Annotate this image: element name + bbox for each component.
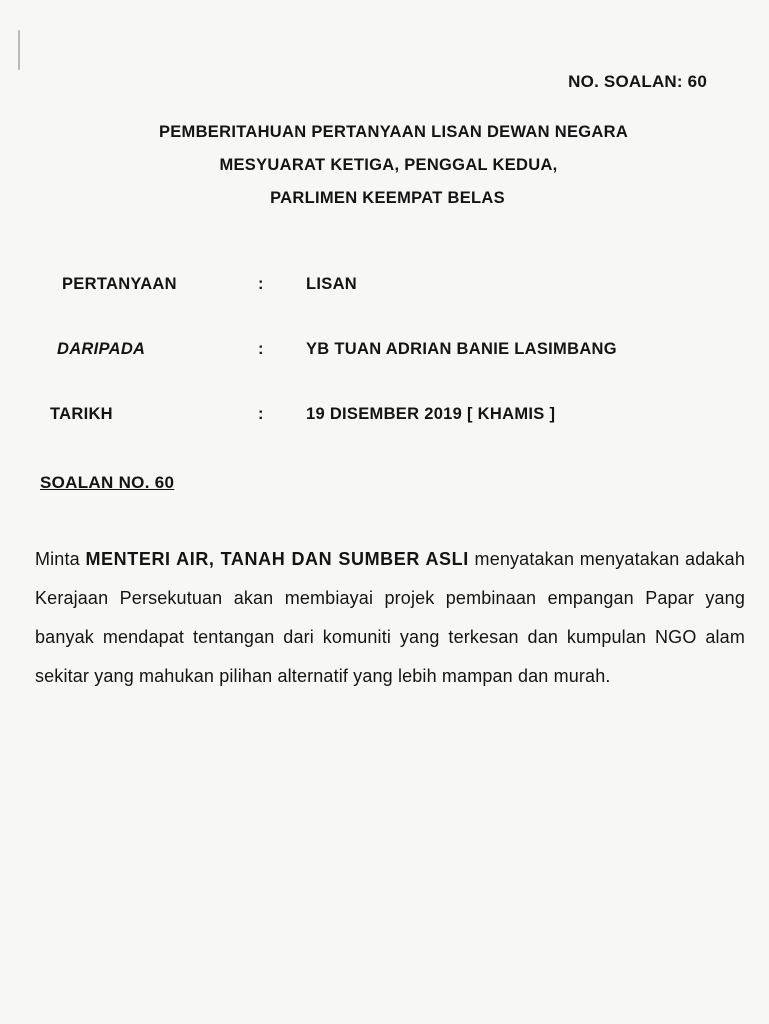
margin-mark [18,30,20,70]
pertanyaan-row [0,275,769,299]
pertanyaan-label: PERTANYAAN [62,275,177,293]
question-text: menyatakan menyatakan adakah Kerajaan Persekutuan akan membiayai projek pembinaan empangan Papar yang banyak mendapat tentangan dari komuniti yang terkesan dan kumpulan NGO alam sekitar yang mahukan pilihan alternatif yang lebih mampan dan murah. [35,549,745,686]
daripada-value: YB TUAN ADRIAN BANIE LASIMBANG [306,340,617,358]
daripada-row [0,340,769,364]
tarikh-row [0,405,769,429]
tarikh-label: TARIKH [50,405,113,423]
pertanyaan-value: LISAN [306,275,357,293]
question-lead: Minta [35,549,80,569]
document-header [0,116,769,215]
question-body [35,540,745,696]
colon: : [258,340,264,358]
minister-name: MENTERI AIR, TANAH DAN SUMBER ASLI [85,549,469,569]
header-line-3: PARLIMEN KEEMPAT BELAS [270,189,505,207]
daripada-label: DARIPADA [57,340,146,358]
section-title: SOALAN NO. 60 [40,473,175,492]
header-line-2: MESYUARAT KETIGA, PENGGAL KEDUA, [219,156,558,174]
colon: : [258,275,264,293]
colon: : [258,405,264,423]
question-number: NO. SOALAN: 60 [568,72,707,91]
header-line-1: PEMBERITAHUAN PERTANYAAN LISAN DEWAN NEGARA [158,123,629,141]
tarikh-value: 19 DISEMBER 2019 [ KHAMIS ] [306,405,556,423]
